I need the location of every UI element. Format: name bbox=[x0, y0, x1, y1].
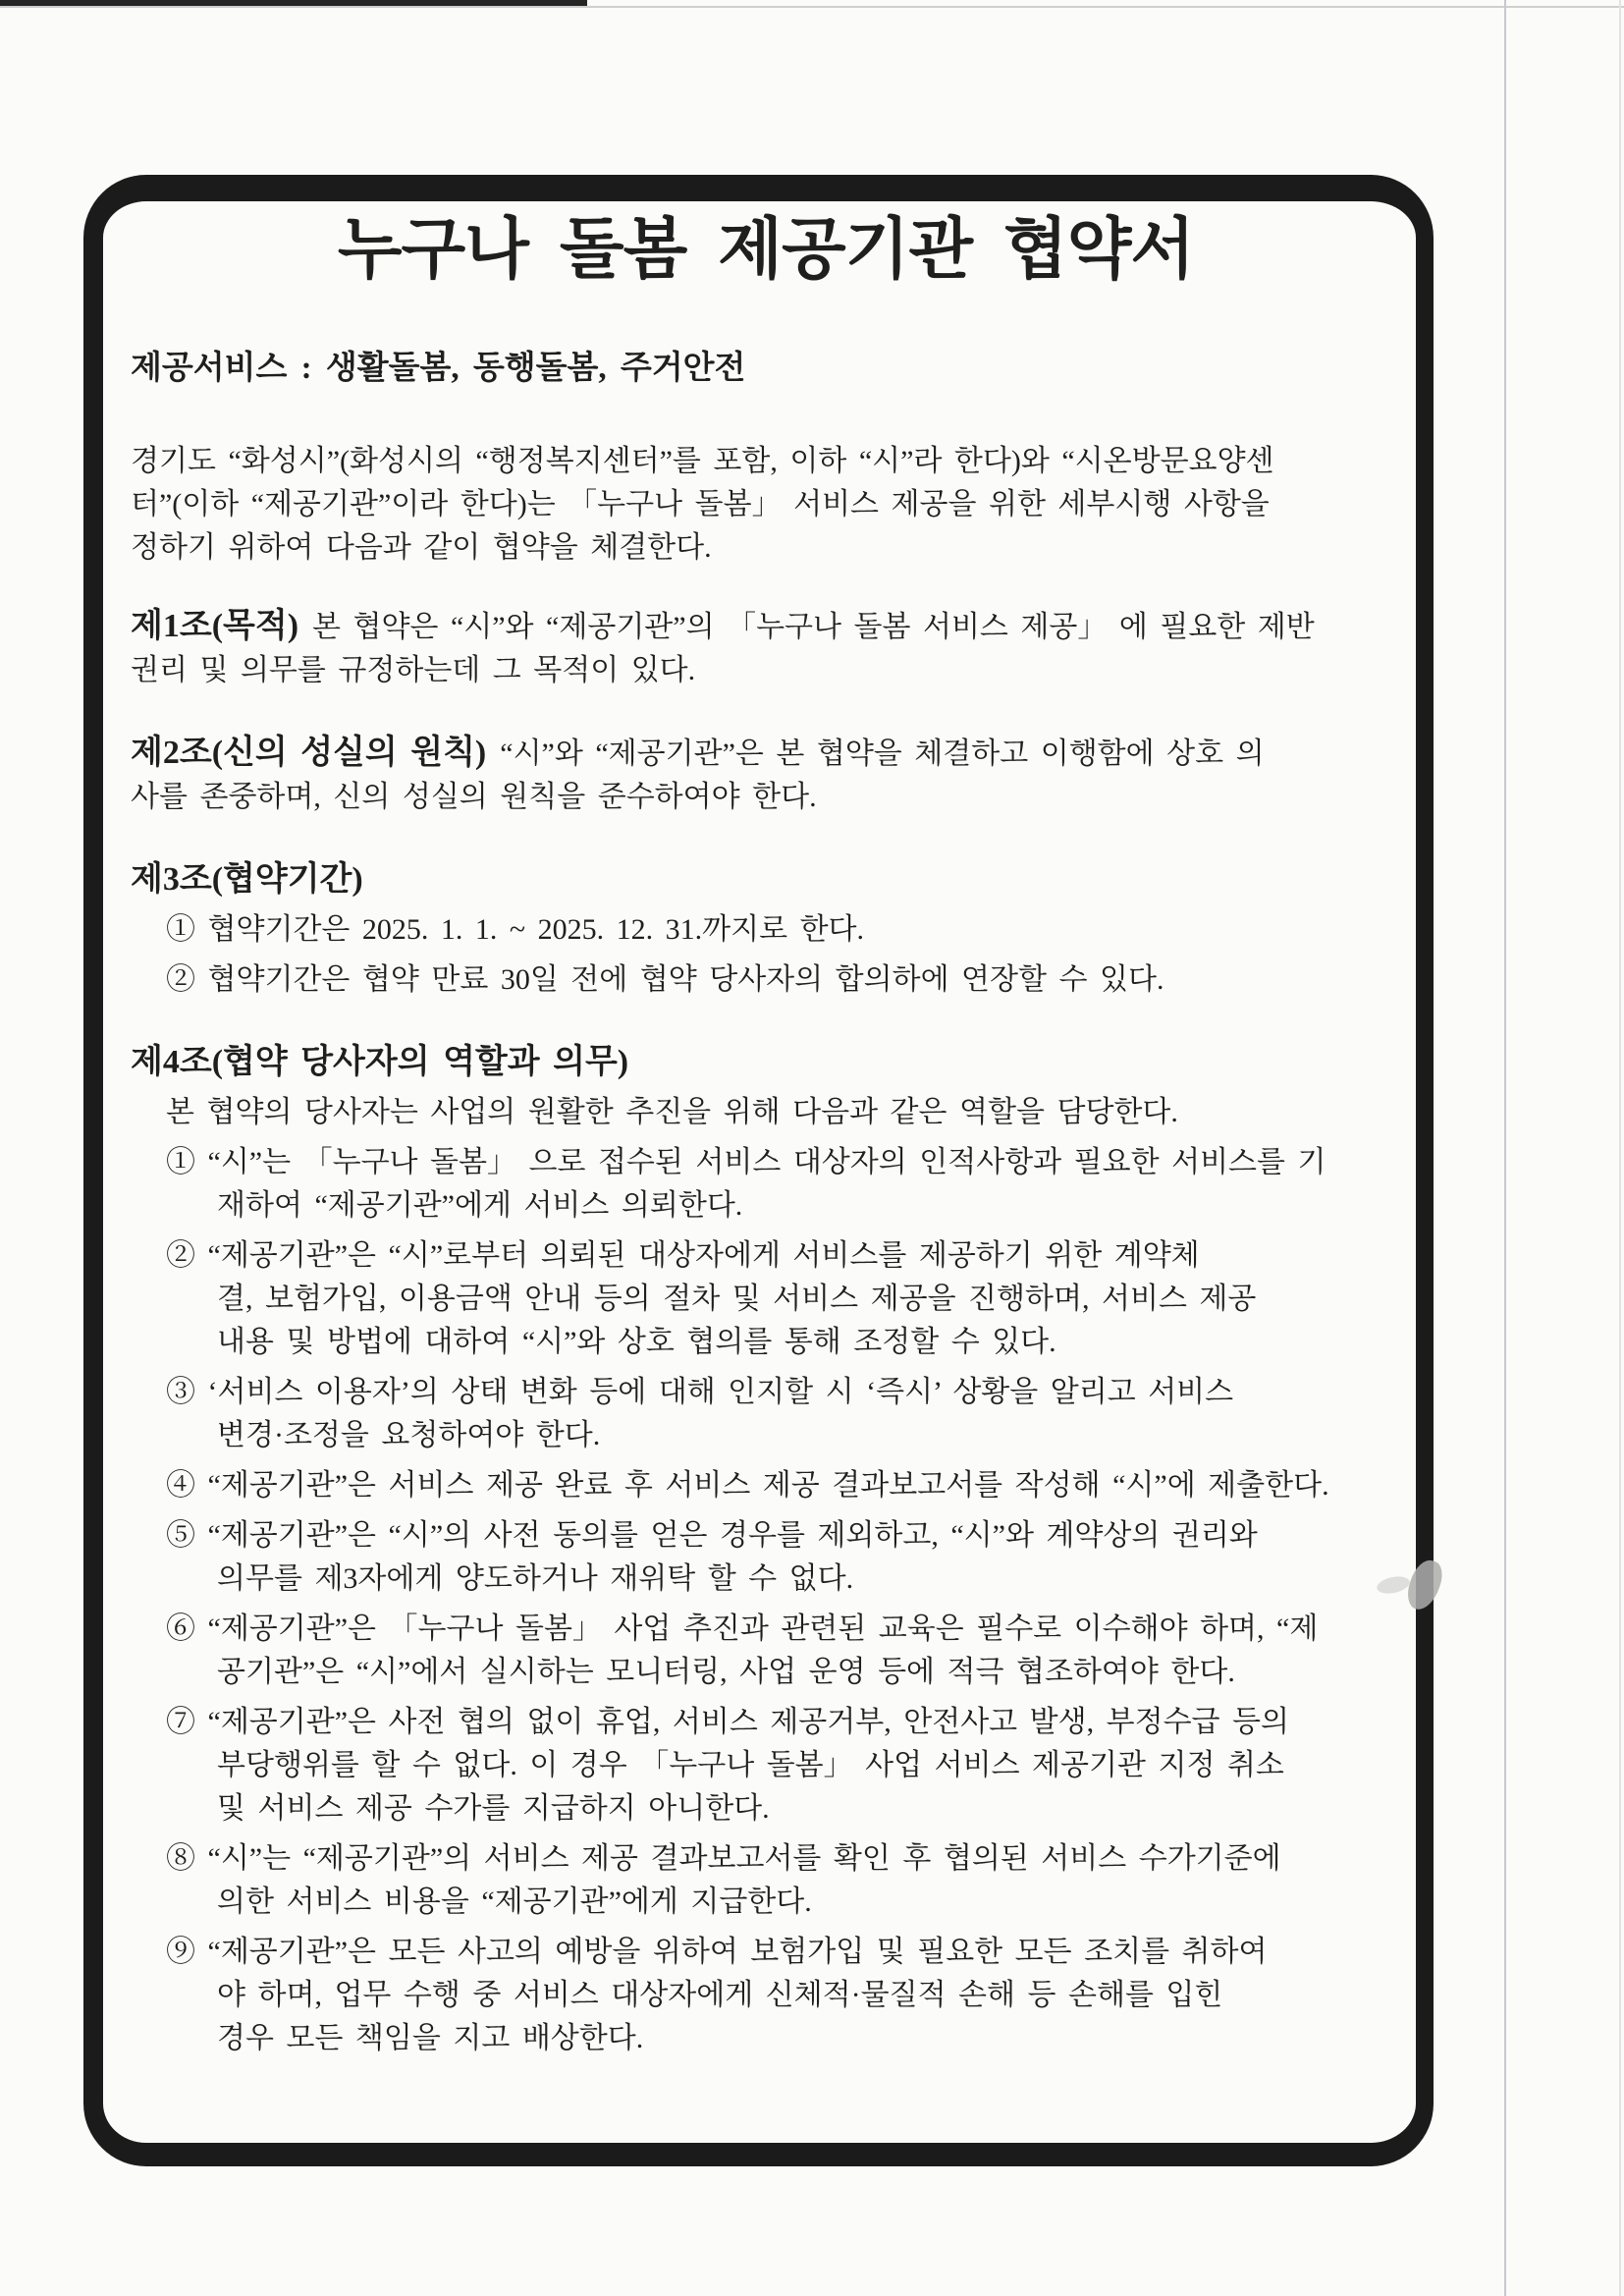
article-4-item-2-line-1: ② “제공기관”은 “시”로부터 의뢰된 대상자에게 서비스를 제공하기 위한 계약체 bbox=[166, 1239, 1200, 1272]
article-4-heading: 제4조(협약 당사자의 역할과 의무) bbox=[131, 1044, 629, 1080]
article-1-heading: 제1조(목적) bbox=[131, 608, 299, 644]
article-4-item-7-line-3: 및 서비스 제공 수가를 지급하지 아니한다. bbox=[217, 1792, 770, 1825]
intro-line-2: 터”(이하 “제공기관”이라 한다)는 「누구나 돌봄」 서비스 제공을 위한 세부시행 사항을 bbox=[131, 488, 1270, 520]
intro-line-1: 경기도 “화성시”(화성시의 “행정복지센터”를 포함, 이하 “시”라 한다)와 “시온방문요양센 bbox=[131, 445, 1274, 477]
article-3 bbox=[131, 858, 1436, 1002]
article-2 bbox=[131, 732, 1436, 819]
article-4-item-7-line-2: 부당행위를 할 수 없다. 이 경우 「누구나 돌봄」 사업 서비스 제공기관 지정 취소 bbox=[217, 1749, 1284, 1781]
intro-paragraph bbox=[131, 440, 1436, 570]
agreement-document bbox=[131, 206, 1436, 2170]
scan-edge-line-top bbox=[0, 6, 1624, 8]
article-3-item-2: ② 협약기간은 협약 만료 30일 전에 협약 당사자의 합의하에 연장할 수 있다. bbox=[166, 963, 1164, 996]
article-4-item-2-line-2: 결, 보험가입, 이용금액 안내 등의 절차 및 서비스 제공을 진행하며, 서비스 제공 bbox=[217, 1283, 1257, 1315]
article-1 bbox=[131, 605, 1436, 692]
article-4-item-1-line-2: 재하여 “제공기관”에게 서비스 의뢰한다. bbox=[217, 1189, 743, 1222]
service-types-line: 제공서비스 : 생활돌봄, 동행돌봄, 주거안전 bbox=[131, 351, 746, 386]
article-4-item-3-line-2: 변경·조정을 요청하여야 한다. bbox=[217, 1419, 601, 1451]
article-4-item-7-line-1: ⑦ “제공기관”은 사전 협의 없이 휴업, 서비스 제공거부, 안전사고 발생, 부정수급 등의 bbox=[166, 1706, 1289, 1738]
article-4-item-8-line-2: 의한 서비스 비용을 “제공기관”에게 지급한다. bbox=[217, 1886, 812, 1918]
article-4 bbox=[131, 1041, 1436, 2060]
article-4-intro: 본 협약의 당사자는 사업의 원활한 추진을 위해 다음과 같은 역할을 담당한다. bbox=[166, 1096, 1178, 1128]
article-4-item-8-line-1: ⑧ “시”는 “제공기관”의 서비스 제공 결과보고서를 확인 후 협의된 서비스 수가기준에 bbox=[166, 1842, 1281, 1875]
article-3-item-1: ① 협약기간은 2025. 1. 1. ~ 2025. 12. 31.까지로 한다. bbox=[166, 913, 865, 946]
article-1-line-2: 권리 및 의무를 규정하는데 그 목적이 있다. bbox=[131, 654, 696, 686]
article-4-item-6-line-2: 공기관”은 “시”에서 실시하는 모니터링, 사업 운영 등에 적극 협조하여야 한다. bbox=[217, 1656, 1235, 1688]
page-edge-shadow-line-outer bbox=[1619, 0, 1621, 2296]
page-edge-shadow-line bbox=[1504, 0, 1506, 2296]
article-3-heading: 제3조(협약기간) bbox=[131, 861, 363, 898]
article-4-item-9-line-2: 야 하며, 업무 수행 중 서비스 대상자에게 신체적·물질적 손해 등 손해를 입힌 bbox=[217, 1979, 1223, 2011]
document-title: 누구나 돌봄 제공기관 협약서 bbox=[337, 212, 1195, 287]
article-4-item-5-line-1: ⑤ “제공기관”은 “시”의 사전 동의를 얻은 경우를 제외하고, “시”와 계약상의 권리와 bbox=[166, 1519, 1258, 1552]
article-2-text: “시”와 “제공기관”은 본 협약을 체결하고 이행함에 상호 의 bbox=[500, 738, 1265, 770]
article-4-item-5-line-2: 의무를 제3자에게 양도하거나 재위탁 할 수 없다. bbox=[217, 1562, 854, 1595]
article-4-item-4-line-1: ④ “제공기관”은 서비스 제공 완료 후 서비스 제공 결과보고서를 작성해 “시”에 제출한다. bbox=[166, 1469, 1329, 1502]
article-4-item-9-line-3: 경우 모든 책임을 지고 배상한다. bbox=[217, 2022, 644, 2054]
article-4-item-9-line-1: ⑨ “제공기관”은 모든 사고의 예방을 위하여 보험가입 및 필요한 모든 조치를 취하여 bbox=[166, 1936, 1268, 1968]
article-4-item-2-line-3: 내용 및 방법에 대하여 “시”와 상호 협의를 통해 조정할 수 있다. bbox=[217, 1326, 1056, 1358]
article-1-text: 본 협약은 “시”와 “제공기관”의 「누구나 돌봄 서비스 제공」 에 필요한 제반 bbox=[312, 611, 1315, 643]
article-2-line-1 bbox=[131, 732, 1436, 776]
article-2-heading: 제2조(신의 성실의 원칙) bbox=[131, 735, 487, 771]
article-1-line-1 bbox=[131, 605, 1436, 649]
article-2-line-2: 사를 존중하며, 신의 성실의 원칙을 준수하여야 한다. bbox=[131, 781, 817, 813]
article-4-item-1-line-1: ① “시”는 「누구나 돌봄」 으로 접수된 서비스 대상자의 인적사항과 필요한 서비스를 기 bbox=[166, 1146, 1326, 1178]
intro-line-3: 정하기 위하여 다음과 같이 협약을 체결한다. bbox=[131, 531, 712, 564]
article-4-item-3-line-1: ③ ‘서비스 이용자’의 상태 변화 등에 대해 인지할 시 ‘즉시’ 상황을 알리고 서비스 bbox=[166, 1376, 1234, 1408]
article-4-item-6-line-1: ⑥ “제공기관”은 「누구나 돌봄」 사업 추진과 관련된 교육은 필수로 이수해야 하며, “제 bbox=[166, 1613, 1319, 1645]
